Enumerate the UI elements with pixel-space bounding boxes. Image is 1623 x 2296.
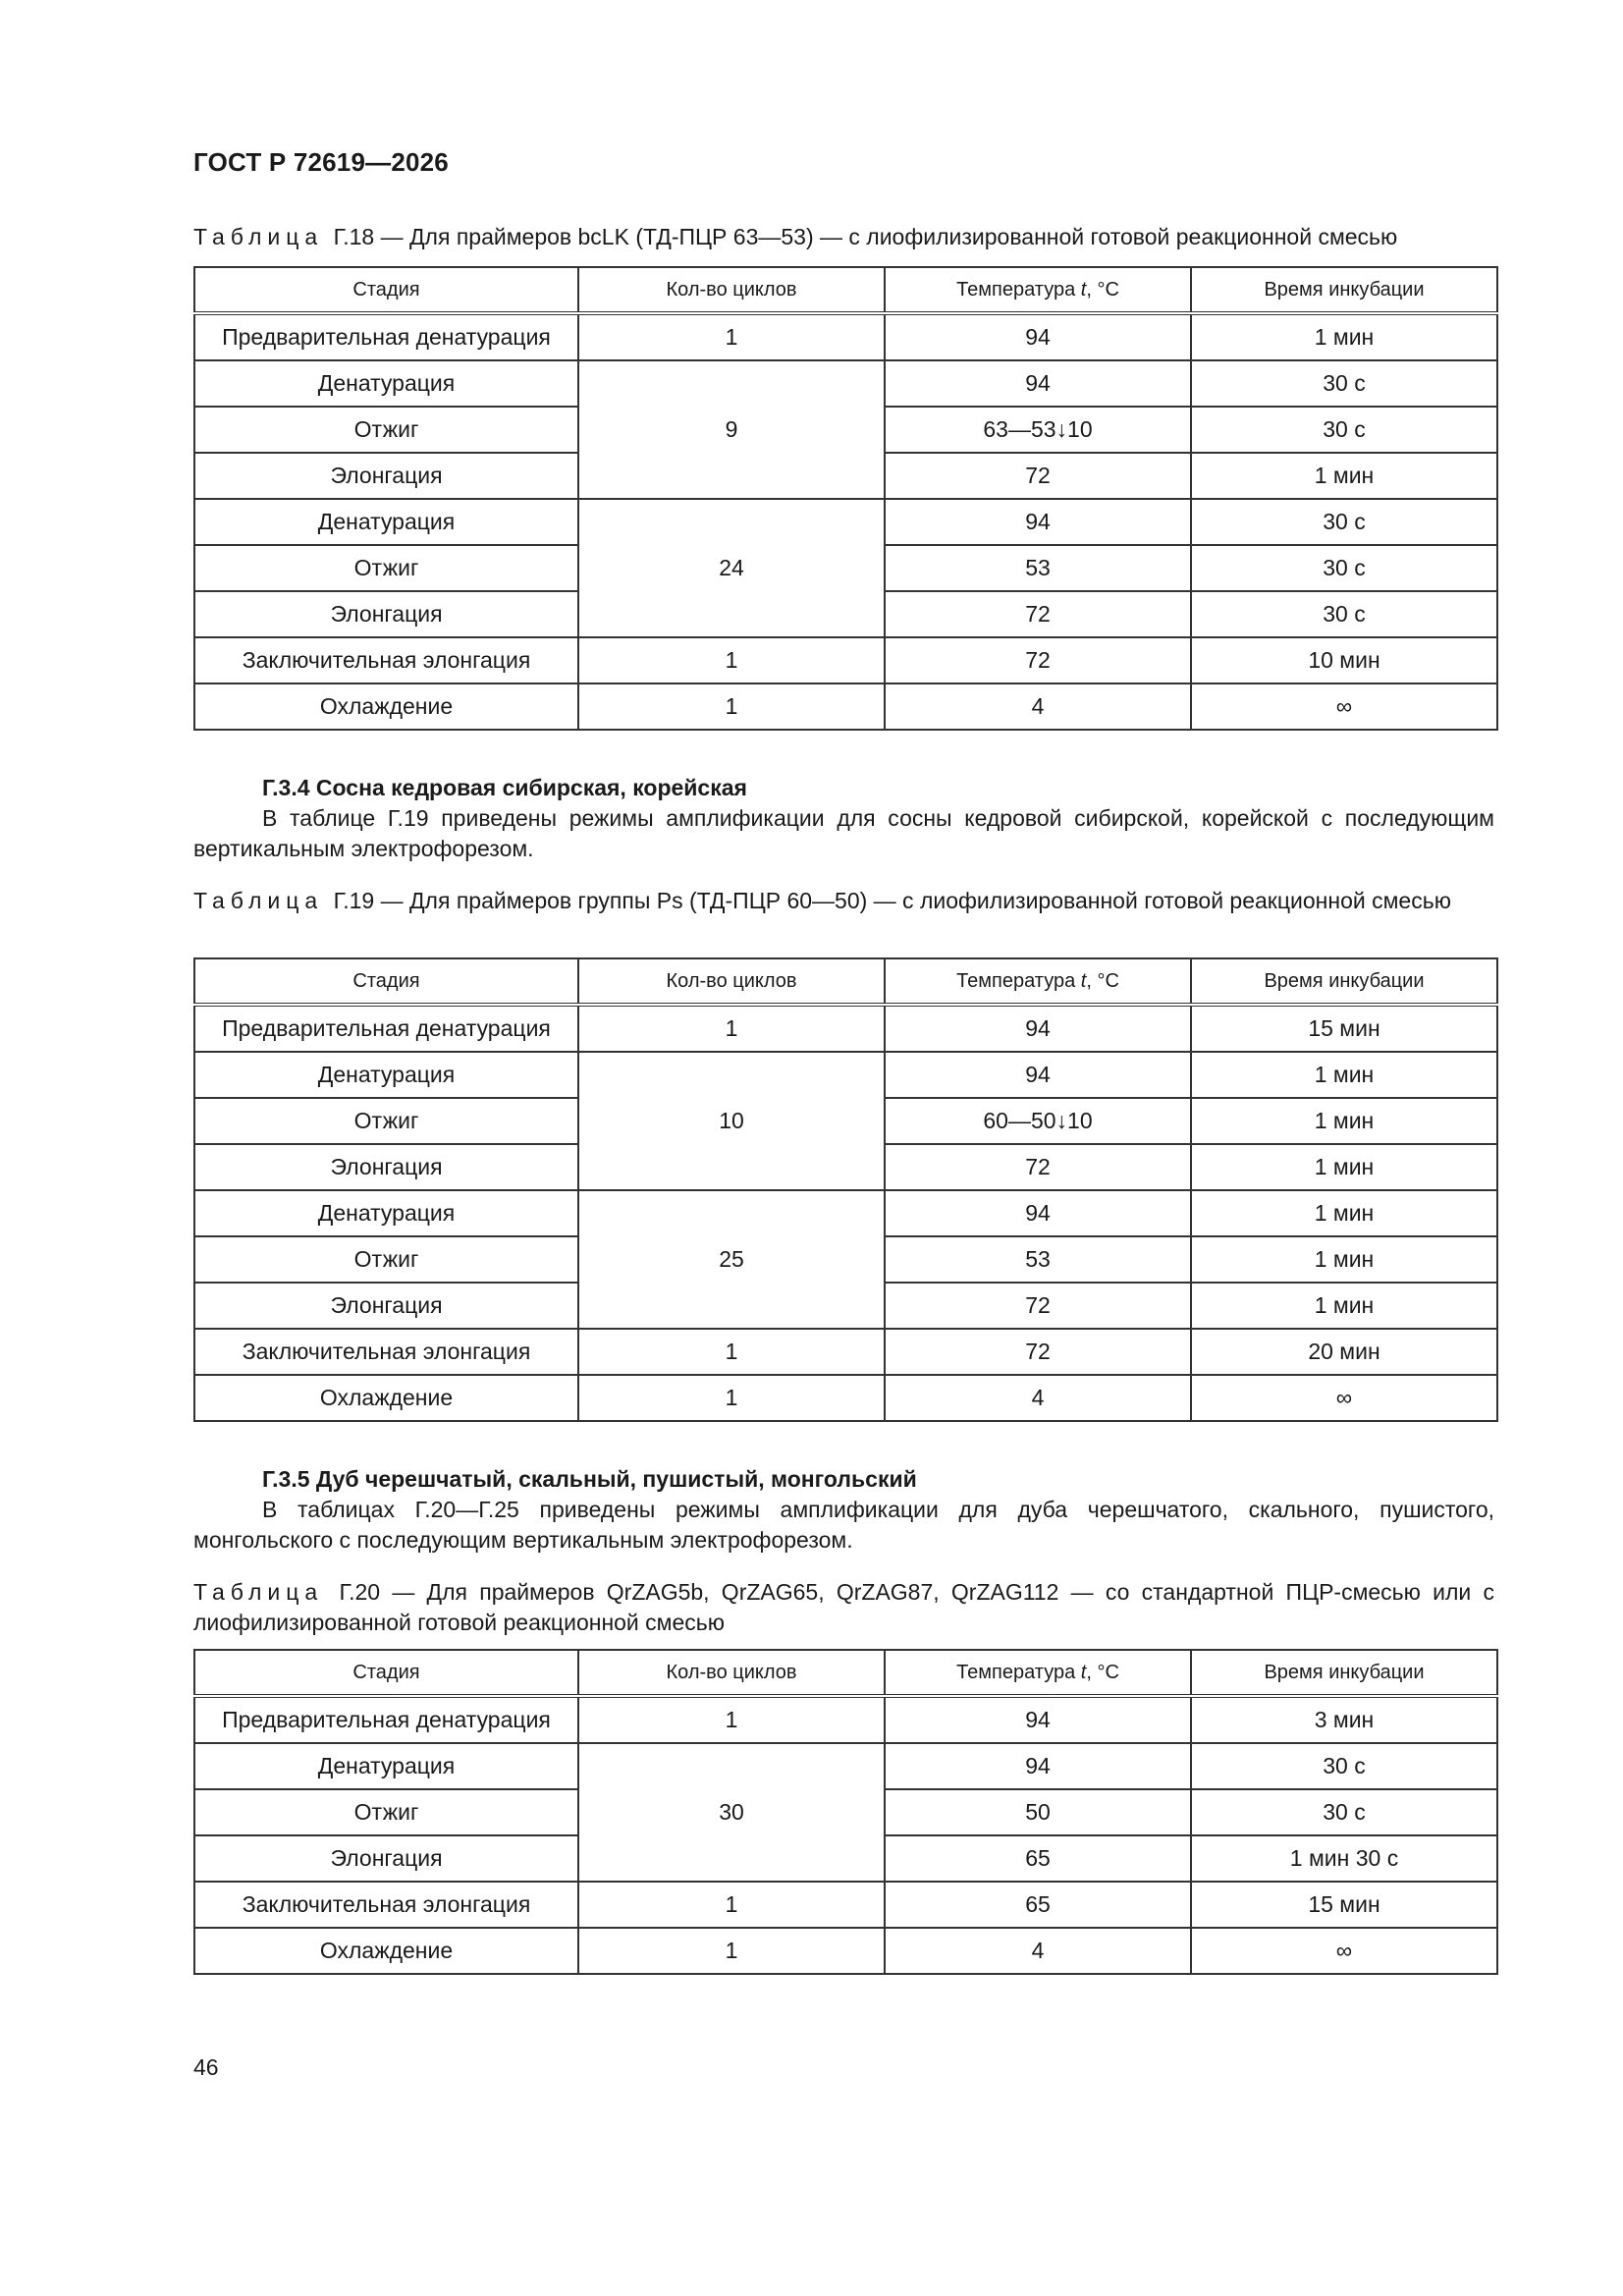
stage-cell: Отжиг	[194, 407, 578, 453]
time-cell: 30 с	[1191, 407, 1497, 453]
stage-cell: Элонгация	[194, 1144, 578, 1190]
pcr-table	[193, 1649, 1498, 1975]
pcr-table	[193, 957, 1498, 1422]
temperature-cell: 72	[885, 1144, 1191, 1190]
temperature-cell: 4	[885, 1928, 1191, 1974]
stage-cell: Отжиг	[194, 1789, 578, 1835]
stage-cell: Денатурация	[194, 1190, 578, 1236]
time-cell: 15 мин	[1191, 1882, 1497, 1928]
table-caption	[193, 1577, 1494, 1638]
temperature-cell: 72	[885, 1329, 1191, 1375]
time-cell: ∞	[1191, 1928, 1497, 1974]
page-number: 46	[193, 2054, 219, 2080]
cycles-cell: 10	[578, 1052, 885, 1190]
temperature-cell: 94	[885, 1052, 1191, 1098]
table-caption	[193, 886, 1494, 916]
temperature-unit: , °C	[1086, 278, 1119, 301]
stage-cell: Элонгация	[194, 591, 578, 637]
document-header: ГОСТ Р 72619—2026	[193, 147, 449, 177]
stage-cell: Предварительная денатурация	[194, 1696, 578, 1743]
temperature-cell: 72	[885, 453, 1191, 499]
stage-cell: Отжиг	[194, 545, 578, 591]
temperature-cell: 63—53↓10	[885, 407, 1191, 453]
section-heading: Г.3.5 Дуб черешчатый, скальный, пушистый, монгольский	[262, 1466, 917, 1492]
cycles-cell: 1	[578, 637, 885, 683]
temperature-cell: 94	[885, 360, 1191, 407]
table-row	[194, 1329, 1497, 1375]
stage-cell: Отжиг	[194, 1236, 578, 1283]
table-row	[194, 1052, 1497, 1098]
stage-cell: Заключительная элонгация	[194, 637, 578, 683]
column-header-stage: Стадия	[194, 267, 578, 313]
column-header-cycles: Кол-во циклов	[578, 1650, 885, 1696]
cycles-cell: 1	[578, 1928, 885, 1974]
stage-cell: Предварительная денатурация	[194, 313, 578, 360]
temperature-cell: 53	[885, 545, 1191, 591]
table-header-row	[194, 267, 1497, 313]
temperature-cell: 60—50↓10	[885, 1098, 1191, 1144]
temperature-unit: , °C	[1086, 969, 1119, 992]
time-cell: 1 мин	[1191, 1283, 1497, 1329]
table-row	[194, 313, 1497, 360]
table-row	[194, 1743, 1497, 1789]
time-cell: ∞	[1191, 683, 1497, 730]
table-row	[194, 1375, 1497, 1421]
time-cell: 20 мин	[1191, 1329, 1497, 1375]
time-cell: 1 мин	[1191, 313, 1497, 360]
time-cell: 1 мин 30 с	[1191, 1835, 1497, 1882]
section-heading: Г.3.4 Сосна кедровая сибирская, корейская	[262, 775, 747, 800]
temperature-cell: 94	[885, 499, 1191, 545]
cycles-cell: 30	[578, 1743, 885, 1882]
column-header-cycles: Кол-во циклов	[578, 958, 885, 1005]
table-row	[194, 637, 1497, 683]
temperature-cell: 65	[885, 1882, 1191, 1928]
temperature-label: Температура	[956, 278, 1076, 301]
table-header-row	[194, 958, 1497, 1005]
table-word: Таблица	[193, 888, 324, 913]
stage-cell: Денатурация	[194, 1743, 578, 1789]
table-caption-text: — Для праймеров bcLK (ТД-ПЦР 63—53) — с лиофилизированной готовой реакционной смесью	[380, 224, 1398, 249]
stage-cell: Денатурация	[194, 1052, 578, 1098]
time-cell: 1 мин	[1191, 1190, 1497, 1236]
stage-cell: Денатурация	[194, 360, 578, 407]
table-number: Г.18	[333, 224, 375, 249]
section-paragraph: В таблице Г.19 приведены режимы амплификации для сосны кедровой сибирской, корейской с последующим вертикальным электрофорезом.	[193, 805, 1494, 861]
table-row	[194, 1696, 1497, 1743]
cycles-cell: 9	[578, 360, 885, 499]
temperature-cell: 72	[885, 591, 1191, 637]
table-word: Таблица	[193, 1579, 324, 1605]
table-word: Таблица	[193, 224, 324, 249]
table-number: Г.19	[333, 888, 375, 913]
cycles-cell: 1	[578, 1005, 885, 1052]
stage-cell: Охлаждение	[194, 683, 578, 730]
table-row	[194, 683, 1497, 730]
time-cell: 30 с	[1191, 545, 1497, 591]
column-header-temperature	[885, 1650, 1191, 1696]
cycles-cell: 1	[578, 313, 885, 360]
pcr-table	[193, 266, 1498, 731]
temperature-symbol: t	[1080, 278, 1087, 301]
time-cell: 30 с	[1191, 591, 1497, 637]
cycles-cell: 24	[578, 499, 885, 637]
cycles-cell: 1	[578, 1375, 885, 1421]
table-header-row	[194, 1650, 1497, 1696]
cycles-cell: 1	[578, 1329, 885, 1375]
temperature-cell: 94	[885, 1190, 1191, 1236]
table-row	[194, 499, 1497, 545]
stage-cell: Элонгация	[194, 1283, 578, 1329]
stage-cell: Охлаждение	[194, 1375, 578, 1421]
table-row	[194, 360, 1497, 407]
column-header-cycles: Кол-во циклов	[578, 267, 885, 313]
temperature-cell: 4	[885, 1375, 1191, 1421]
temperature-cell: 72	[885, 637, 1191, 683]
table-caption	[193, 222, 1494, 252]
temperature-label: Температура	[956, 1661, 1076, 1683]
column-header-temperature	[885, 958, 1191, 1005]
temperature-cell: 53	[885, 1236, 1191, 1283]
temperature-cell: 94	[885, 313, 1191, 360]
column-header-time: Время инкубации	[1191, 267, 1497, 313]
stage-cell: Элонгация	[194, 453, 578, 499]
temperature-cell: 65	[885, 1835, 1191, 1882]
temperature-label: Температура	[956, 969, 1076, 992]
temperature-symbol: t	[1080, 969, 1087, 992]
stage-cell: Заключительная элонгация	[194, 1882, 578, 1928]
stage-cell: Отжиг	[194, 1098, 578, 1144]
table-row	[194, 1005, 1497, 1052]
stage-cell: Охлаждение	[194, 1928, 578, 1974]
time-cell: 10 мин	[1191, 637, 1497, 683]
time-cell: 1 мин	[1191, 453, 1497, 499]
column-header-time: Время инкубации	[1191, 1650, 1497, 1696]
stage-cell: Предварительная денатурация	[194, 1005, 578, 1052]
temperature-cell: 72	[885, 1283, 1191, 1329]
table-number: Г.20	[339, 1579, 381, 1605]
column-header-time: Время инкубации	[1191, 958, 1497, 1005]
time-cell: 1 мин	[1191, 1236, 1497, 1283]
cycles-cell: 25	[578, 1190, 885, 1329]
column-header-stage: Стадия	[194, 958, 578, 1005]
time-cell: ∞	[1191, 1375, 1497, 1421]
temperature-cell: 94	[885, 1005, 1191, 1052]
temperature-unit: , °C	[1086, 1661, 1119, 1683]
temperature-symbol: t	[1080, 1661, 1087, 1683]
temperature-cell: 50	[885, 1789, 1191, 1835]
temperature-cell: 4	[885, 683, 1191, 730]
time-cell: 1 мин	[1191, 1144, 1497, 1190]
time-cell: 15 мин	[1191, 1005, 1497, 1052]
column-header-stage: Стадия	[194, 1650, 578, 1696]
time-cell: 1 мин	[1191, 1098, 1497, 1144]
table-caption-text: — Для праймеров группы Ps (ТД-ПЦР 60—50) — с лиофилизированной готовой реакционной смесью	[380, 888, 1451, 913]
cycles-cell: 1	[578, 683, 885, 730]
cycles-cell: 1	[578, 1696, 885, 1743]
temperature-cell: 94	[885, 1743, 1191, 1789]
time-cell: 1 мин	[1191, 1052, 1497, 1098]
stage-cell: Элонгация	[194, 1835, 578, 1882]
table-caption-text: — Для праймеров QrZAG5b, QrZAG65, QrZAG87, QrZAG112 — со стандартной ПЦР-смесью или с лиофилизированной готовой реакционной смесью	[193, 1579, 1495, 1635]
stage-cell: Денатурация	[194, 499, 578, 545]
table-row	[194, 1928, 1497, 1974]
table-row	[194, 1882, 1497, 1928]
cycles-cell: 1	[578, 1882, 885, 1928]
stage-cell: Заключительная элонгация	[194, 1329, 578, 1375]
time-cell: 30 с	[1191, 1789, 1497, 1835]
temperature-cell: 94	[885, 1696, 1191, 1743]
time-cell: 30 с	[1191, 499, 1497, 545]
section-paragraph: В таблицах Г.20—Г.25 приведены режимы амплификации для дуба черешчатого, скального, пушистого, монгольского с последующим вертикальным электрофорезом.	[193, 1497, 1494, 1553]
time-cell: 3 мин	[1191, 1696, 1497, 1743]
time-cell: 30 с	[1191, 1743, 1497, 1789]
table-row	[194, 1190, 1497, 1236]
time-cell: 30 с	[1191, 360, 1497, 407]
column-header-temperature	[885, 267, 1191, 313]
